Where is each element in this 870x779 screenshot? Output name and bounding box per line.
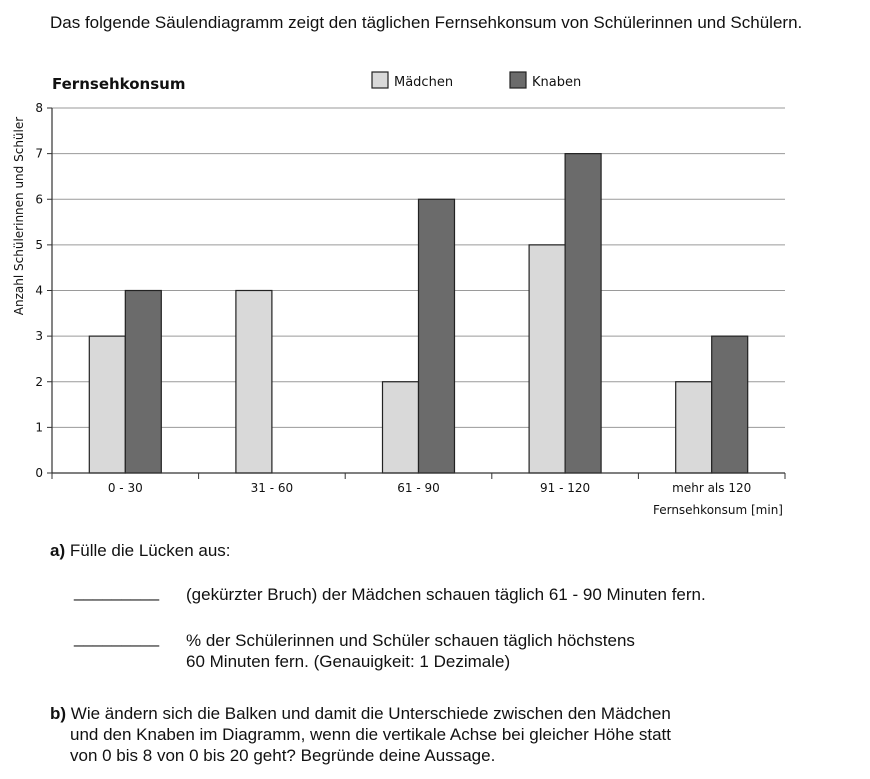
task-a2-line2: 60 Minuten fern. (Genauigkeit: 1 Dezimale) bbox=[186, 652, 511, 671]
task-a bbox=[50, 540, 231, 561]
task-a2-line1: % der Schülerinnen und Schüler schauen täglich höchstens bbox=[186, 631, 635, 650]
y-tick-label: 7 bbox=[35, 146, 43, 161]
bar-knaben bbox=[712, 336, 748, 473]
task-a-label: a) bbox=[50, 541, 66, 560]
legend-label: Knaben bbox=[532, 75, 582, 90]
y-tick-label: 6 bbox=[35, 192, 43, 207]
y-tick-label: 3 bbox=[35, 329, 43, 344]
bar-maedchen bbox=[236, 291, 272, 474]
intro-text: Das folgende Säulendiagramm zeigt den täglichen Fernsehkonsum von Schülerinnen und Schülern. bbox=[50, 13, 803, 32]
task-b-label: b) bbox=[50, 704, 67, 723]
blank-percent[interactable]: _________ bbox=[74, 628, 160, 647]
bar-knaben bbox=[565, 154, 601, 473]
bar-maedchen bbox=[676, 382, 712, 473]
x-tick-label: 91 - 120 bbox=[540, 481, 591, 495]
task-a-text: Fülle die Lücken aus: bbox=[69, 541, 231, 560]
legend-swatch bbox=[510, 72, 526, 88]
legend-swatch bbox=[372, 72, 388, 88]
bar-knaben bbox=[125, 291, 161, 474]
task-a1-text: (gekürzter Bruch) der Mädchen schauen täglich 61 - 90 Minuten fern. bbox=[186, 585, 706, 604]
bar-maedchen bbox=[89, 336, 125, 473]
legend-label: Mädchen bbox=[394, 75, 454, 90]
chart-title: Fernsehkonsum bbox=[52, 75, 186, 93]
legend bbox=[372, 72, 581, 90]
bar-maedchen bbox=[529, 245, 565, 473]
task-b-line3: von 0 bis 8 von 0 bis 20 geht? Begründe deine Aussage. bbox=[70, 746, 496, 765]
y-tick-label: 1 bbox=[35, 420, 43, 435]
y-tick-label: 2 bbox=[35, 374, 43, 389]
x-axis-label: Fernsehkonsum [min] bbox=[652, 503, 783, 517]
task-b-text1: Wie ändern sich die Balken und damit die Unterschiede zwischen den Mädchen bbox=[70, 704, 671, 723]
x-tick-label: 61 - 90 bbox=[397, 481, 440, 495]
task-b-line1 bbox=[50, 703, 671, 724]
y-axis-label: Anzahl Schülerinnen und Schüler bbox=[12, 116, 26, 316]
bar-knaben bbox=[419, 199, 455, 473]
bars bbox=[89, 154, 747, 473]
y-tick-label: 5 bbox=[35, 237, 43, 252]
blank-fraction[interactable]: _________ bbox=[74, 582, 160, 601]
task-b-line2: und den Knaben im Diagramm, wenn die vertikale Achse bei gleicher Höhe statt bbox=[70, 725, 672, 744]
y-tick-label: 8 bbox=[35, 101, 43, 115]
x-tick-label: 0 - 30 bbox=[107, 481, 143, 495]
bar-maedchen bbox=[383, 382, 419, 473]
y-tick-label: 0 bbox=[35, 466, 43, 480]
x-tick-label: 31 - 60 bbox=[250, 481, 294, 495]
y-tick-label: 4 bbox=[35, 283, 43, 298]
x-tick-label: mehr als 120 bbox=[672, 481, 752, 495]
bar-chart bbox=[0, 68, 870, 528]
